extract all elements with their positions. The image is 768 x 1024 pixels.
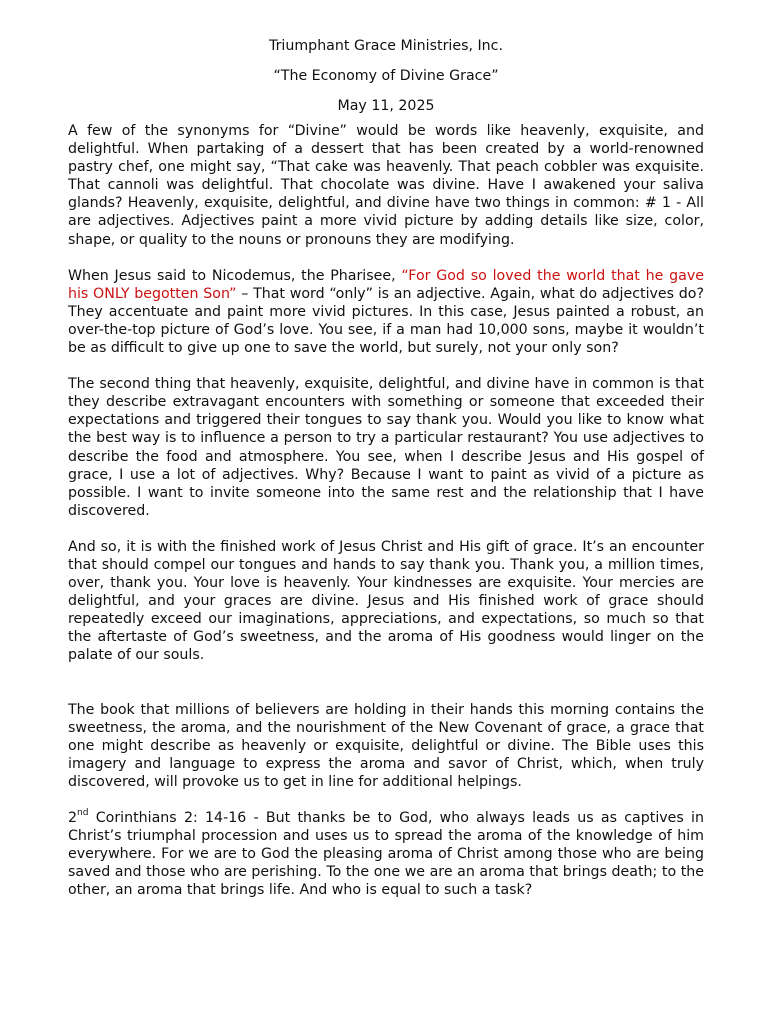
scripture-quote: “For God so loved the world that he gave his ONLY begotten Son” [68, 267, 704, 302]
paragraph-3: The second thing that heavenly, exquisite, delightful, and divine have in common is that they describe extravagant encounters with something or someone that exceeded their expectations and triggered their tongues to say thank you. Would you like to know what the best way is to influence a person to try a particular restaurant? You use adjectives to describe the food and atmosphere. You see, when I describe Jesus and His gospel of grace, I use a lot of adjectives. Why? Because I want to paint as vivid of a picture as possible. I want to invite someone into the same rest and the relationship that I have discovered. [68, 376, 704, 519]
paragraph-2 [68, 267, 704, 357]
sermon-date: May 11, 2025 [337, 98, 435, 114]
scripture-passage: Corinthians 2: 14-16 - But thanks be to God, who always leads us as captives in Christ’s triumphal procession and uses us to spread the aroma of the knowledge of him everywhere. For we are to God the pleasing aroma of Christ among those who are being saved and those who are perishing. To the one we are an aroma that brings death; to the other, an aroma that brings life. And who is equal to such a task? [68, 810, 704, 899]
organization-name: Triumphant Grace Ministries, Inc. [269, 38, 503, 54]
book-number: 2 [68, 810, 78, 826]
paragraph-4: And so, it is with the finished work of Jesus Christ and His gift of grace. It’s an encounter that should compel our tongues and hands to say thank you. Thank you, a million times, over, thank you. Your love is heavenly. Your kindnesses are exquisite. Your mercies are delightful, and your graces are divine. Jesus and His finished work of grace should repeatedly exceed our imaginations, appreciations, and expectations, so much so that the aftertaste of God’s sweetness, and the aroma of His goodness would linger on the palate of our souls. [68, 538, 704, 664]
ordinal-suffix: nd [77, 808, 89, 819]
paragraph-1: A few of the synonyms for “Divine” would be words like heavenly, exquisite, and delightful. When partaking of a dessert that has been created by a world-renowned pastry chef, one might say, “That cake was heavenly. That peach cobbler was exquisite. That cannoli was delightful. That chocolate was divine. Have I awakened your saliva glands? Heavenly, exquisite, delightful, and divine have two things in common: # 1 - All are adjectives. Adjectives paint a more vivid picture by adding details like size, color, shape, or quality to the nouns or pronouns they are modifying. [68, 123, 704, 248]
paragraph-6-scripture [68, 809, 704, 899]
sermon-title: “The Economy of Divine Grace” [273, 68, 499, 84]
document-page [68, 36, 704, 917]
paragraph-2-intro: When Jesus said to Nicodemus, the Pharisee, [68, 267, 402, 284]
paragraph-2-body: – That word “only” is an adjective. Again, what do adjectives do? They accentuate and paint more vivid pictures. In this case, Jesus painted a robust, an over-the-top picture of God’s love. You see, if a man had 10,000 sons, maybe it wouldn’t be as difficult to give up one to save the world, but surely, not your only son? [68, 285, 704, 357]
paragraph-5: The book that millions of believers are holding in their hands this morning contains the sweetness, the aroma, and the nourishment of the New Covenant of grace, a grace that one might describe as heavenly or exquisite, delightful or divine. The Bible uses this imagery and language to express the aroma and savor of Christ, which, when truly discovered, will provoke us to get in line for additional helpings. [68, 701, 704, 790]
